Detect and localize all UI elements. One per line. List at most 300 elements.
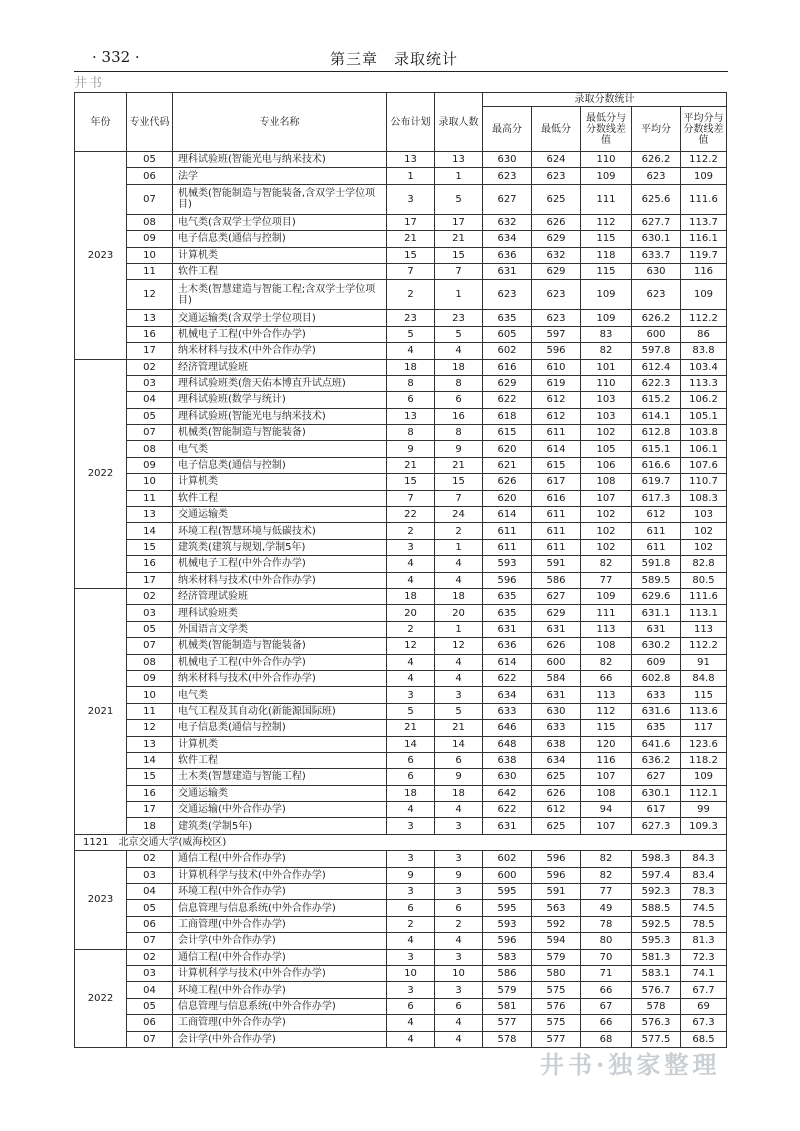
admitted-cell: 3 [435,884,483,900]
min-score-cell: 591 [532,884,581,900]
max-score-cell: 596 [483,933,532,949]
table-row [75,900,727,916]
min-diff-cell: 68 [581,1031,632,1047]
avg-score-cell: 626.2 [632,152,681,168]
max-score-cell: 648 [483,736,532,752]
planned-cell: 3 [387,818,435,834]
major-name-cell: 建筑类(建筑与规划,学制5年) [173,539,387,555]
table-row [75,441,727,457]
planned-cell: 4 [387,802,435,818]
min-score-cell: 630 [532,703,581,719]
major-code-cell: 05 [127,998,173,1014]
major-code-cell: 15 [127,539,173,555]
planned-cell: 2 [387,523,435,539]
admitted-cell: 8 [435,425,483,441]
avg-diff-cell: 119.7 [681,247,727,263]
major-name-cell: 信息管理与信息系统(中外合作办学) [173,900,387,916]
admitted-cell: 3 [435,687,483,703]
table-row [75,965,727,981]
table-row [75,359,727,375]
admitted-cell: 21 [435,720,483,736]
admitted-cell: 17 [435,214,483,230]
min-diff-cell: 82 [581,654,632,670]
planned-cell: 12 [387,638,435,654]
major-name-cell: 电气类 [173,687,387,703]
major-code-cell: 11 [127,263,173,279]
planned-cell: 6 [387,900,435,916]
major-name-cell: 机械电子工程(中外合作办学) [173,326,387,342]
major-code-cell: 02 [127,359,173,375]
avg-diff-cell: 113.1 [681,605,727,621]
max-score-cell: 636 [483,247,532,263]
planned-cell: 5 [387,326,435,342]
admitted-cell: 8 [435,375,483,391]
major-name-cell: 通信工程(中外合作办学) [173,851,387,867]
planned-cell: 3 [387,539,435,555]
avg-score-cell: 609 [632,654,681,670]
planned-cell: 3 [387,884,435,900]
max-score-cell: 623 [483,168,532,184]
admitted-cell: 5 [435,184,483,214]
admitted-cell: 4 [435,654,483,670]
min-score-cell: 631 [532,687,581,703]
major-code-cell: 13 [127,736,173,752]
avg-score-cell: 617 [632,802,681,818]
planned-cell: 6 [387,752,435,768]
min-diff-cell: 80 [581,933,632,949]
avg-score-cell: 614.1 [632,408,681,424]
table-row [75,375,727,391]
avg-diff-cell: 80.5 [681,572,727,588]
avg-score-cell: 629.6 [632,588,681,604]
avg-score-cell: 577.5 [632,1031,681,1047]
avg-score-cell: 615.2 [632,392,681,408]
header-min: 最低分 [532,107,581,152]
admission-table-container [74,92,726,1048]
admitted-cell: 1 [435,621,483,637]
major-code-cell: 05 [127,152,173,168]
planned-cell: 8 [387,375,435,391]
table-row [75,916,727,932]
min-score-cell: 616 [532,490,581,506]
major-code-cell: 02 [127,949,173,965]
page-number: · 332 · [92,48,140,66]
major-name-cell: 电气类 [173,441,387,457]
admitted-cell: 18 [435,359,483,375]
major-code-cell: 03 [127,867,173,883]
planned-cell: 18 [387,588,435,604]
major-code-cell: 17 [127,343,173,359]
min-score-cell: 596 [532,851,581,867]
planned-cell: 4 [387,933,435,949]
avg-score-cell: 635 [632,720,681,736]
major-name-cell: 环境工程(智慧环境与低碳技术) [173,523,387,539]
admitted-cell: 4 [435,933,483,949]
avg-score-cell: 617.3 [632,490,681,506]
major-code-cell: 04 [127,392,173,408]
major-code-cell: 03 [127,375,173,391]
planned-cell: 2 [387,280,435,310]
major-name-cell: 机械类(智能制造与智能装备) [173,425,387,441]
table-row [75,247,727,263]
table-row [75,263,727,279]
table-row [75,802,727,818]
planned-cell: 10 [387,965,435,981]
avg-score-cell: 589.5 [632,572,681,588]
major-code-cell: 16 [127,785,173,801]
min-diff-cell: 67 [581,998,632,1014]
avg-diff-cell: 86 [681,326,727,342]
major-code-cell: 04 [127,884,173,900]
max-score-cell: 620 [483,441,532,457]
min-diff-cell: 82 [581,343,632,359]
major-name-cell: 工商管理(中外合作办学) [173,1015,387,1031]
major-code-cell: 11 [127,490,173,506]
avg-diff-cell: 103 [681,507,727,523]
min-score-cell: 626 [532,214,581,230]
avg-score-cell: 641.6 [632,736,681,752]
table-row [75,231,727,247]
header-major-code: 专业代码 [127,93,173,152]
avg-score-cell: 576.7 [632,982,681,998]
table-row [75,539,727,555]
min-score-cell: 612 [532,392,581,408]
avg-diff-cell: 83.8 [681,343,727,359]
planned-cell: 9 [387,441,435,457]
min-diff-cell: 113 [581,687,632,703]
planned-cell: 4 [387,572,435,588]
avg-diff-cell: 74.1 [681,965,727,981]
admitted-cell: 4 [435,802,483,818]
avg-score-cell: 612 [632,507,681,523]
table-row [75,752,727,768]
admitted-cell: 2 [435,523,483,539]
min-score-cell: 575 [532,1015,581,1031]
major-code-cell: 10 [127,247,173,263]
major-name-cell: 计算机科学与技术(中外合作办学) [173,867,387,883]
major-code-cell: 06 [127,1015,173,1031]
watermark: 井书·独家整理 [540,1050,721,1079]
avg-diff-cell: 106.2 [681,392,727,408]
planned-cell: 20 [387,605,435,621]
max-score-cell: 595 [483,900,532,916]
major-code-cell: 07 [127,638,173,654]
avg-diff-cell: 68.5 [681,1031,727,1047]
min-diff-cell: 112 [581,214,632,230]
avg-score-cell: 615.1 [632,441,681,457]
min-diff-cell: 49 [581,900,632,916]
max-score-cell: 631 [483,263,532,279]
min-diff-cell: 111 [581,605,632,621]
min-score-cell: 611 [532,539,581,555]
planned-cell: 6 [387,392,435,408]
table-row [75,408,727,424]
table-row [75,490,727,506]
max-score-cell: 618 [483,408,532,424]
avg-diff-cell: 72.3 [681,949,727,965]
min-score-cell: 625 [532,184,581,214]
min-score-cell: 591 [532,556,581,572]
major-code-cell: 07 [127,184,173,214]
planned-cell: 3 [387,982,435,998]
min-score-cell: 625 [532,769,581,785]
planned-cell: 15 [387,474,435,490]
max-score-cell: 631 [483,621,532,637]
admitted-cell: 16 [435,408,483,424]
planned-cell: 13 [387,408,435,424]
avg-diff-cell: 67.7 [681,982,727,998]
min-diff-cell: 70 [581,949,632,965]
major-name-cell: 信息管理与信息系统(中外合作办学) [173,998,387,1014]
min-score-cell: 614 [532,441,581,457]
planned-cell: 4 [387,343,435,359]
min-score-cell: 611 [532,507,581,523]
admitted-cell: 14 [435,736,483,752]
table-row [75,736,727,752]
min-diff-cell: 108 [581,785,632,801]
table-row [75,851,727,867]
avg-score-cell: 630.1 [632,231,681,247]
table-row [75,867,727,883]
max-score-cell: 595 [483,884,532,900]
admitted-cell: 4 [435,556,483,572]
avg-score-cell: 625.6 [632,184,681,214]
max-score-cell: 635 [483,605,532,621]
major-code-cell: 18 [127,818,173,834]
header-admitted: 录取人数 [435,93,483,152]
min-score-cell: 629 [532,231,581,247]
admitted-cell: 23 [435,310,483,326]
major-code-cell: 14 [127,523,173,539]
table-row [75,670,727,686]
header-min-diff: 最低分与分数线差值 [581,107,632,152]
avg-diff-cell: 67.3 [681,1015,727,1031]
avg-diff-cell: 115 [681,687,727,703]
major-name-cell: 计算机类 [173,474,387,490]
admitted-cell: 9 [435,867,483,883]
avg-score-cell: 611 [632,539,681,555]
min-diff-cell: 66 [581,670,632,686]
max-score-cell: 634 [483,231,532,247]
planned-cell: 2 [387,916,435,932]
min-diff-cell: 108 [581,638,632,654]
major-name-cell: 环境工程(中外合作办学) [173,982,387,998]
major-name-cell: 计算机类 [173,247,387,263]
planned-cell: 3 [387,949,435,965]
planned-cell: 5 [387,703,435,719]
planned-cell: 18 [387,359,435,375]
major-name-cell: 电子信息类(通信与控制) [173,231,387,247]
avg-diff-cell: 102 [681,523,727,539]
min-diff-cell: 101 [581,359,632,375]
min-score-cell: 596 [532,343,581,359]
major-name-cell: 土木类(智慧建造与智能工程;含双学士学位项目) [173,280,387,310]
avg-diff-cell: 116.1 [681,231,727,247]
min-score-cell: 579 [532,949,581,965]
avg-score-cell: 602.8 [632,670,681,686]
min-score-cell: 577 [532,1031,581,1047]
avg-diff-cell: 118.2 [681,752,727,768]
avg-score-cell: 600 [632,326,681,342]
table-row [75,638,727,654]
planned-cell: 9 [387,867,435,883]
min-score-cell: 634 [532,752,581,768]
max-score-cell: 605 [483,326,532,342]
max-score-cell: 602 [483,851,532,867]
major-name-cell: 交通运输类(含双学士学位项目) [173,310,387,326]
major-code-cell: 02 [127,588,173,604]
major-name-cell: 软件工程 [173,263,387,279]
major-name-cell: 环境工程(中外合作办学) [173,884,387,900]
avg-diff-cell: 112.2 [681,152,727,168]
avg-score-cell: 578 [632,998,681,1014]
avg-score-cell: 623 [632,168,681,184]
avg-diff-cell: 69 [681,998,727,1014]
major-name-cell: 机械电子工程(中外合作办学) [173,654,387,670]
admitted-cell: 18 [435,785,483,801]
admitted-cell: 20 [435,605,483,621]
avg-diff-cell: 91 [681,654,727,670]
admitted-cell: 4 [435,572,483,588]
major-code-cell: 13 [127,507,173,523]
chapter-title: 第三章 录取统计 [330,50,459,68]
table-body [75,152,727,1048]
major-code-cell: 08 [127,214,173,230]
avg-score-cell: 595.3 [632,933,681,949]
major-code-cell: 15 [127,769,173,785]
major-code-cell: 12 [127,720,173,736]
major-name-cell: 经济管理试验班 [173,359,387,375]
min-score-cell: 592 [532,916,581,932]
max-score-cell: 646 [483,720,532,736]
year-cell: 2023 [75,851,127,949]
min-diff-cell: 120 [581,736,632,752]
min-diff-cell: 82 [581,867,632,883]
max-score-cell: 620 [483,490,532,506]
major-name-cell: 纳米材料与技术(中外合作办学) [173,572,387,588]
year-cell: 2021 [75,588,127,834]
avg-diff-cell: 102 [681,539,727,555]
header-max: 最高分 [483,107,532,152]
major-name-cell: 交通运输类 [173,507,387,523]
planned-cell: 7 [387,490,435,506]
avg-score-cell: 633 [632,687,681,703]
min-diff-cell: 118 [581,247,632,263]
major-name-cell: 机械类(智能制造与智能装备,含双学士学位项目) [173,184,387,214]
max-score-cell: 634 [483,687,532,703]
admitted-cell: 9 [435,769,483,785]
major-name-cell: 纳米材料与技术(中外合作办学) [173,343,387,359]
major-code-cell: 04 [127,982,173,998]
max-score-cell: 602 [483,343,532,359]
planned-cell: 21 [387,231,435,247]
major-name-cell: 机械电子工程(中外合作办学) [173,556,387,572]
min-score-cell: 600 [532,654,581,670]
min-diff-cell: 102 [581,425,632,441]
max-score-cell: 611 [483,523,532,539]
min-diff-cell: 109 [581,310,632,326]
min-diff-cell: 83 [581,326,632,342]
min-diff-cell: 106 [581,457,632,473]
max-score-cell: 622 [483,392,532,408]
min-diff-cell: 109 [581,588,632,604]
avg-score-cell: 597.4 [632,867,681,883]
planned-cell: 6 [387,769,435,785]
table-row [75,152,727,168]
admitted-cell: 18 [435,588,483,604]
year-cell: 2022 [75,949,127,1047]
major-name-cell: 计算机科学与技术(中外合作办学) [173,965,387,981]
avg-diff-cell: 99 [681,802,727,818]
major-name-cell: 会计学(中外合作办学) [173,933,387,949]
min-score-cell: 632 [532,247,581,263]
admitted-cell: 7 [435,490,483,506]
table-row [75,654,727,670]
admitted-cell: 3 [435,949,483,965]
table-row [75,523,727,539]
avg-diff-cell: 111.6 [681,184,727,214]
planned-cell: 14 [387,736,435,752]
admitted-cell: 6 [435,900,483,916]
avg-diff-cell: 84.8 [681,670,727,686]
avg-score-cell: 627 [632,769,681,785]
max-score-cell: 626 [483,474,532,490]
min-diff-cell: 107 [581,490,632,506]
avg-diff-cell: 103.8 [681,425,727,441]
planned-cell: 4 [387,1031,435,1047]
admitted-cell: 6 [435,752,483,768]
min-score-cell: 619 [532,375,581,391]
max-score-cell: 635 [483,310,532,326]
major-code-cell: 10 [127,474,173,490]
max-score-cell: 630 [483,769,532,785]
major-code-cell: 16 [127,556,173,572]
avg-score-cell: 588.5 [632,900,681,916]
max-score-cell: 642 [483,785,532,801]
avg-score-cell: 630.1 [632,785,681,801]
avg-diff-cell: 82.8 [681,556,727,572]
admitted-cell: 4 [435,343,483,359]
min-diff-cell: 94 [581,802,632,818]
major-code-cell: 16 [127,326,173,342]
table-row [75,184,727,214]
planned-cell: 21 [387,457,435,473]
table-row [75,425,727,441]
major-code-cell: 13 [127,310,173,326]
avg-diff-cell: 78.5 [681,916,727,932]
max-score-cell: 622 [483,670,532,686]
header-avg: 平均分 [632,107,681,152]
avg-score-cell: 576.3 [632,1015,681,1031]
major-name-cell: 软件工程 [173,752,387,768]
min-diff-cell: 112 [581,703,632,719]
avg-diff-cell: 106.1 [681,441,727,457]
min-score-cell: 627 [532,588,581,604]
table-row [75,214,727,230]
min-diff-cell: 78 [581,916,632,932]
major-code-cell: 17 [127,572,173,588]
admitted-cell: 2 [435,916,483,932]
planned-cell: 3 [387,184,435,214]
max-score-cell: 586 [483,965,532,981]
header-major-name: 专业名称 [173,93,387,152]
max-score-cell: 615 [483,425,532,441]
planned-cell: 15 [387,247,435,263]
avg-diff-cell: 123.6 [681,736,727,752]
header-rule [74,71,728,72]
min-diff-cell: 110 [581,375,632,391]
min-score-cell: 612 [532,802,581,818]
